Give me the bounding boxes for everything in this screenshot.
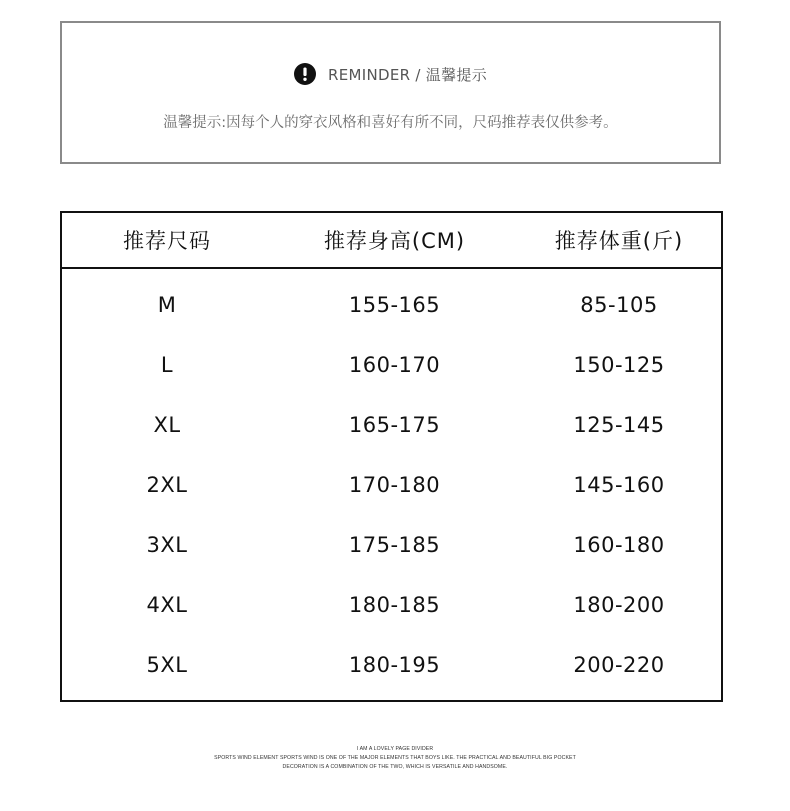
cell-height: 180-195: [348, 653, 441, 677]
cell-weight: 145-160: [573, 473, 665, 497]
table-row: [62, 275, 721, 335]
reminder-header: [62, 63, 719, 85]
cell-weight: 160-180: [573, 533, 665, 557]
footer-line-1: I AM A LOVELY PAGE DIVIDER: [356, 746, 434, 752]
table-row: [62, 455, 721, 515]
cell-size: 3XL: [146, 533, 188, 557]
cell-height: 180-185: [348, 593, 441, 617]
reminder-box: [60, 21, 721, 164]
table-header: [62, 213, 721, 269]
size-table: [60, 211, 723, 702]
cell-size: XL: [153, 413, 181, 437]
footer-line-2: SPORTS WIND ELEMENT SPORTS WIND IS ONE OF THE MAJOR ELEMENTS THAT BOYS LIKE. THE PRACTICAL AND BEAUTIFUL BIG POCKET: [214, 755, 576, 761]
table-row: [62, 515, 721, 575]
header-size: 推荐尺码: [123, 229, 211, 253]
cell-weight: 150-125: [573, 353, 665, 377]
cell-height: 160-170: [348, 353, 441, 377]
cell-weight: 180-200: [573, 593, 665, 617]
table-row: [62, 395, 721, 455]
cell-size: 2XL: [146, 473, 188, 497]
header-height: 推荐身高(CM): [323, 229, 466, 253]
table-body: [62, 269, 721, 695]
cell-weight: 200-220: [573, 653, 665, 677]
cell-height: 175-185: [348, 533, 441, 557]
cell-height: 170-180: [348, 473, 441, 497]
cell-size: 4XL: [146, 593, 188, 617]
cell-weight: 85-105: [580, 293, 658, 317]
exclamation-circle-icon: [294, 63, 316, 85]
footer-line-3: DECORATION IS A COMBINATION OF THE TWO, WHICH IS VERSATILE AND HANDSOME.: [282, 764, 508, 770]
table-row: [62, 635, 721, 695]
cell-size: M: [157, 293, 177, 317]
cell-weight: 125-145: [573, 413, 665, 437]
reminder-text: 温馨提示:因每个人的穿衣风格和喜好有所不同，尺码推荐表仅供参考。: [163, 115, 618, 131]
table-row: [62, 335, 721, 395]
page-divider-footer: [0, 745, 790, 772]
reminder-title: REMINDER / 温馨提示: [327, 65, 488, 84]
table-row: [62, 575, 721, 635]
cell-height: 155-165: [348, 293, 441, 317]
cell-size: 5XL: [146, 653, 188, 677]
cell-height: 165-175: [348, 413, 441, 437]
header-weight: 推荐体重(斤): [554, 229, 684, 253]
cell-size: L: [160, 353, 174, 377]
